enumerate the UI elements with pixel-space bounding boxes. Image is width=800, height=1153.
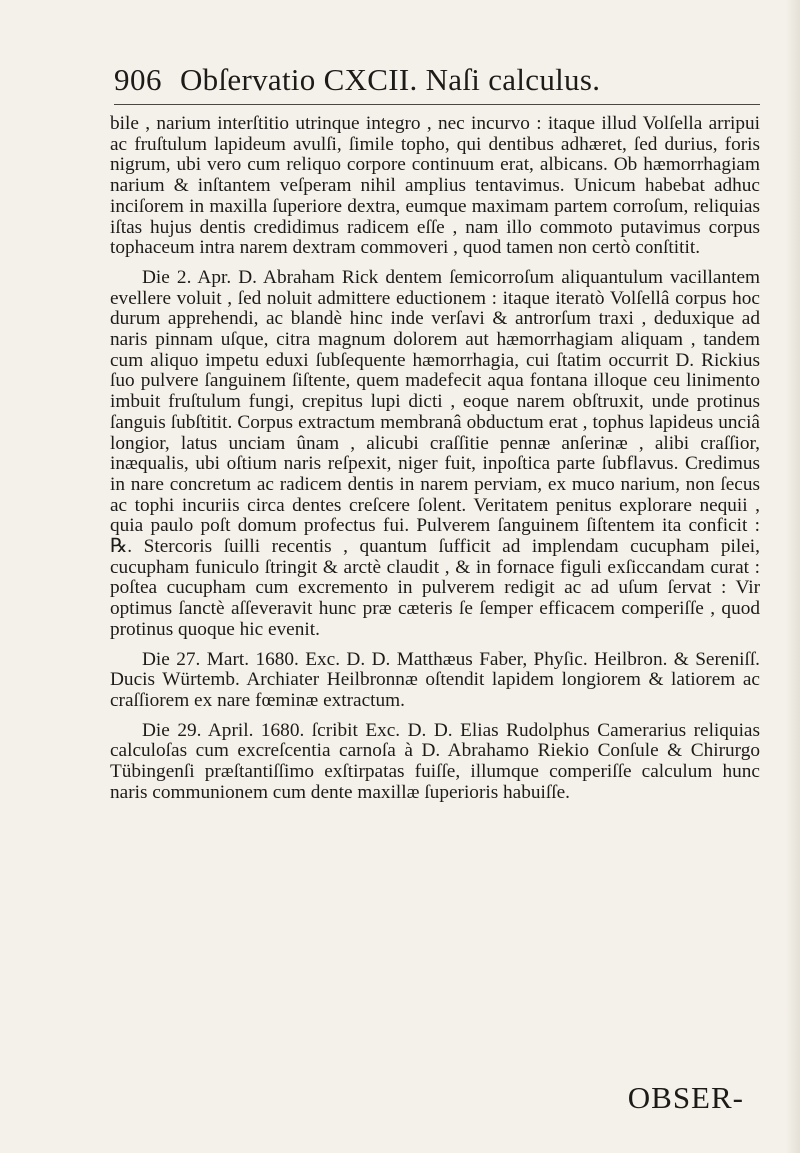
running-title: Obſervatio CXCII. Naſi calculus. xyxy=(180,62,601,97)
paragraph-rick-extraction: Die 2. Apr. D. Abraham Rick dentem ſemicorroſum aliquantulum vacillantem evellere voluit , ſed noluit admittere eductionem : itaque iteratò Volſellâ corpus hoc durum apprehendi, ac blandè hinc inde verſavi & antrorſum traxi , deduxique ad naris pinnam uſque, citra magnum dolorem aut hæmorrhagiam aliquam , tandem cum aliquo impetu eduxi ſubſequente hæmorrhagia, cui ſtatim occurrit D. Rickius ſuo pulvere ſanguinem ſiſtente, quem madefecit aqua fontana illoque ceu linimento imbuit fruſtulum fungi, crepitus lupi dicti , eoque narem obſtruxit, unde protinus ſanguis ſubſtitit. Corpus extractum membranâ obductum erat , tophus lapideus unciâ longior, latus unciam ûnam , alicubi craſſitie pennæ anſerinæ , alibi craſſior, inæqualis, ubi oſtium naris reſpexit, niger fuit, inpoſtica parte ſubflavus. Credimus in nare concretum ac radicem dentis in narem perviam, ex muco narium, non ſecus ac tophi incuriis circa dentes creſcere ſolent. Veritatem penitus explorare nequii , quia paulo poſt domum profectus fui. Pulverem ſanguinem ſiſtentem ita conficit : ℞. Stercoris ſuilli recentis , quantum ſufficit ad implendam cucupham pilei, cucupham funiculo ſtringit & arctè claudit , & in fornace figuli exſiccandam curat : poſtea cucupham cum excremento in pulverem redigit ac ad uſum ſervat : Vir optimus ſanctè aſſeveravit hunc præ cæteris ſe ſemper efficacem comperiſſe , quod protinus quoque hic evenit. xyxy=(110,266,760,640)
paragraph-continuation: bile , narium interſtitio utrinque integro , nec incurvo : itaque illud Volſella arripui ac fruſtulum lapideum avulſi, ſimile topho, qui dentibus adhæret, ſed durius, foris nigrum, ubi vero cum reliquo corpore continuum erat, albicans. Ob hæmorrhagiam narium & inſtantem veſperam nihil amplius tentavimus. Unicum habebat adhuc inciſorem in maxilla ſuperiore dextra, eumque maximam partem corroſum, reliquias iſtas hujus dentis credidimus radicem eſſe , nam illo commoto putavimus corpus tophaceum intra narem dextram commoveri , quod tamen non certò conſtitit. xyxy=(110,113,760,259)
page-edge-shadow xyxy=(786,0,800,1153)
page-header xyxy=(114,62,734,102)
page-number: 906 xyxy=(114,62,162,97)
body-text xyxy=(110,114,760,804)
catchword: OBSER- xyxy=(627,1080,744,1115)
header-rule xyxy=(114,104,760,105)
paragraph-camerarius: Die 29. April. 1680. ſcribit Exc. D. D. Elias Rudolphus Camerarius reliquias calculoſas cum excreſcentia carnoſa à D. Abrahamo Riekio Conſule & Chirurgo Tübingenſi præſtantiſſimo exſtirpatas fuiſſe, illumque comperiſſe calculum hunc naris communionem cum dente maxillæ ſuperioris habuiſſe. xyxy=(110,719,760,803)
paragraph-faber: Die 27. Mart. 1680. Exc. D. D. Matthæus Faber, Phyſic. Heilbron. & Sereniſſ. Ducis Würtemb. Archiater Heilbronnæ oſtendit lapidem longiorem & latiorem ac craſſiorem ex nare fœminæ extractum. xyxy=(110,648,760,711)
